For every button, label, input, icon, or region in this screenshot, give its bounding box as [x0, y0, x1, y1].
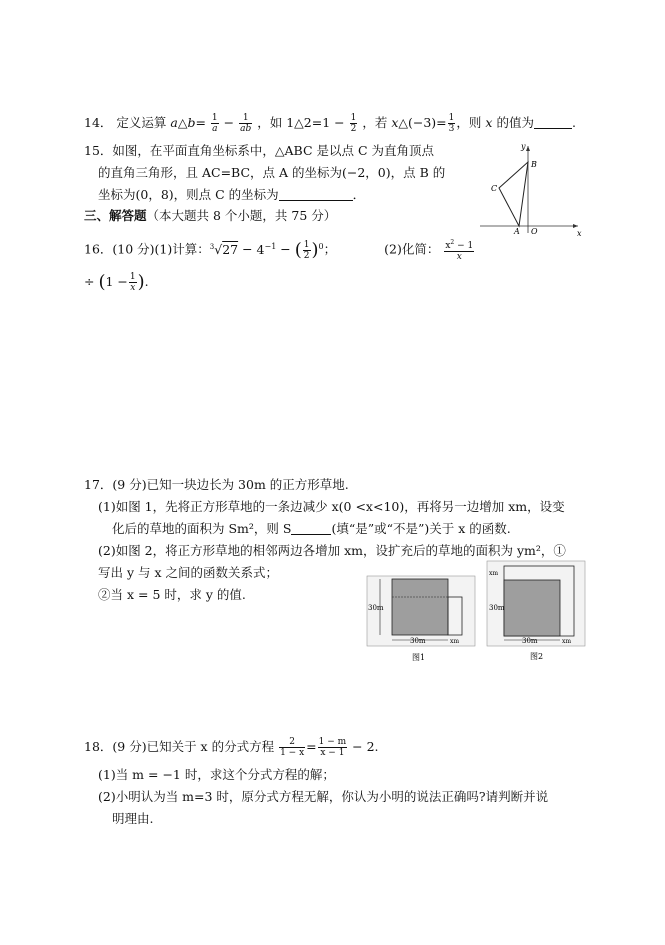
q16-zero-power-term: ( $\frac{1}{2}$ )$^0$: [294, 239, 324, 261]
q14-var-x: x: [391, 115, 399, 130]
q18-line-1: [84, 737, 379, 758]
q14-text-6: ，则: [456, 115, 482, 130]
q16-one-minus: 1 −: [105, 274, 128, 289]
q18-equals: =: [306, 739, 317, 754]
q15-line-3-end: ．: [352, 187, 366, 202]
q17-line-2: (1)如图 1，先将正方形草地的一条边减少 x(0 <x<10)，再将另一边增加 xm，设变: [98, 499, 565, 514]
q14-text-2: ，如 1△2=1 −: [257, 115, 345, 130]
q16-divide: ÷: [84, 274, 95, 289]
q18-frac-left: $\frac{2}{1 - x}$: [280, 737, 305, 758]
q16-line-2: ÷ (1 − $\frac{1}{x}$ ).: [84, 271, 149, 293]
fig2-caption: 图2: [530, 652, 544, 661]
q18-intro: 18．(9 分)已知关于 x 的分式方程: [84, 739, 275, 754]
q16-cube-root-27: $^3$√27: [209, 241, 239, 257]
q17-line-3-text: 化后的草地的面积为 Sm²，则 S: [112, 521, 292, 536]
q15-line-3: [98, 187, 365, 203]
fig2-bottom-label: 30m: [522, 637, 538, 645]
q17-figure-2: [486, 560, 586, 665]
q16-frac-x2-minus-1-over-x: $\frac{x^2 - 1}{x}$: [445, 239, 474, 262]
q18-frac-right: $\frac{1 - m}{x - 1}$: [318, 737, 347, 758]
q14-var-x-2: x: [485, 115, 493, 130]
q15-line-2: 的直角三角形，且 AC=BC，点 A 的坐标为(−2，0)，点 B 的: [98, 165, 446, 180]
fig2-xm-top-label: xm: [489, 570, 499, 577]
q17-line-4: (2)如图 2，将正方形草地的相邻两边各增加 xm，设扩充后的草地的面积为 ym²，①: [98, 543, 566, 558]
fig1-grass-square: [392, 579, 448, 635]
origin-label: O: [531, 227, 538, 236]
q17-figure-1: [366, 575, 476, 665]
q18-line-3: (2)小明认为当 m=3 时，原分式方程无解，你认为小明的说法正确吗?请判断并说: [98, 789, 549, 804]
q14-text-3: ，若: [362, 115, 388, 130]
q17-line-5: 写出 y 与 x 之间的函数关系式；: [98, 565, 279, 580]
q14-text-5: △(−3)=: [398, 115, 447, 130]
q17-answer-blank[interactable]: [291, 522, 331, 535]
q14-frac-1-over-ab: $\frac{1}{ab}$: [240, 113, 252, 134]
q15-answer-blank[interactable]: [279, 188, 353, 201]
fig1-bottom-label: 30m: [410, 637, 426, 645]
q14-frac-half: $\frac{1}{2}$: [350, 113, 357, 134]
q16-power-term: $4^{-1}$: [256, 241, 277, 257]
q16-semicolon: ；: [323, 241, 337, 257]
q17-line-6: ②当 x = 5 时，求 y 的值.: [98, 587, 246, 602]
point-a-label: A: [514, 227, 520, 236]
q18-minus-two: − 2.: [352, 739, 379, 754]
q14-number: 14．: [84, 115, 113, 130]
y-axis-label: y: [521, 142, 526, 151]
q18-line-2: (1)当 m = −1 时，求这个分式方程的解；: [98, 767, 335, 782]
point-b-label: B: [531, 160, 537, 169]
point-c-label: C: [491, 184, 498, 193]
section-3-heading: [84, 208, 336, 224]
q16-line: [84, 238, 475, 262]
q14-answer-blank[interactable]: [534, 116, 572, 129]
q14-formula: a△b=: [170, 115, 206, 130]
q14-text-1: 定义运算: [116, 115, 167, 130]
section-3-title: 三、解答题: [84, 208, 147, 223]
x-axis-label: x: [577, 229, 582, 236]
q17-line-3-end: (填“是”或“不是”)关于 x 的函数.: [331, 521, 511, 536]
q16-minus-2: −: [280, 241, 291, 257]
q14-line: 14． 定义运算 a△b= $\frac{1}{a}$ − $\frac{1}{ab}$ ，如 1△2=1 − $\frac{1}{2}$ ，若 x△(−3)= $\frac{1}{3}$ ，则 x 的值为 .: [84, 113, 576, 134]
section-3-note: （本大题共 8 个小题，共 75 分）: [146, 208, 337, 223]
fig1-xm-label: xm: [450, 638, 460, 645]
q14-text-8: 的值为: [496, 115, 534, 130]
fig2-grass-square: [504, 580, 560, 636]
q17-line-3: [112, 521, 511, 537]
q16-end: .: [144, 274, 149, 289]
q16-frac-1-over-x: $\frac{1}{x}$: [129, 272, 136, 293]
q16-part2-label: (2)化简：: [384, 241, 440, 257]
q15-line-3-text: 坐标为(0，8)，则点 C 的坐标为: [98, 187, 279, 202]
q15-coordinate-figure: [478, 140, 582, 236]
fig1-caption: 图1: [412, 653, 426, 662]
fig1-side-label: 30m: [368, 604, 384, 612]
y-axis-arrow: [526, 146, 530, 151]
q15-line-1: 15．如图，在平面直角坐标系中，△ABC 是以点 C 为直角顶点: [84, 143, 435, 158]
q18-line-4: 明理由.: [112, 811, 154, 826]
q16-minus-1: −: [242, 241, 253, 257]
q16-part1-label: 16．(10 分)(1)计算：: [84, 241, 210, 257]
q14-frac-1-over-a: $\frac{1}{a}$: [211, 113, 218, 134]
fig2-side-label: 30m: [489, 604, 505, 612]
x-axis-arrow: [573, 224, 578, 228]
triangle-abc: [499, 162, 528, 226]
q14-frac-third: $\frac{1}{3}$: [448, 113, 455, 134]
q14-end: .: [571, 115, 576, 130]
fig2-xm-right-label: xm: [562, 638, 572, 645]
q17-line-1: 17．(9 分)已知一块边长为 30m 的正方形草地.: [84, 477, 349, 492]
